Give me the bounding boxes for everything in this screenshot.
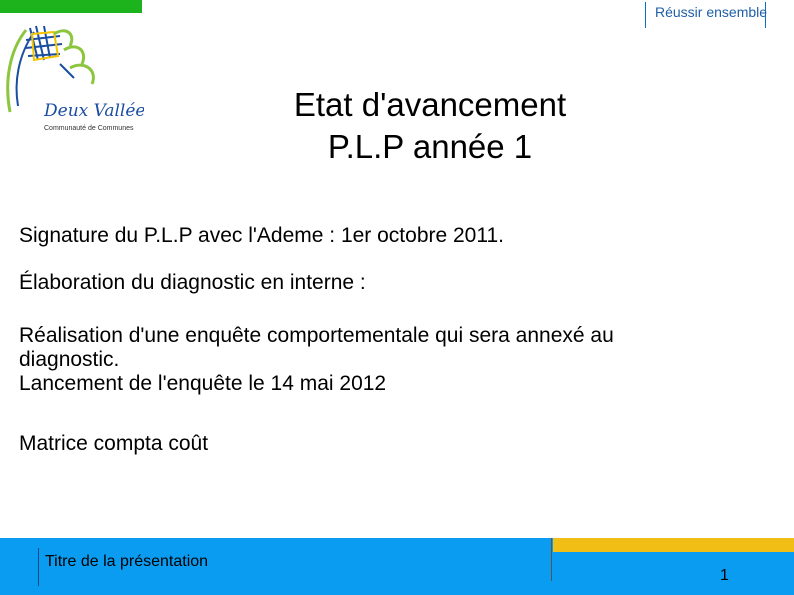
tagline: Réussir ensemble xyxy=(655,4,768,20)
tagline-left-rule xyxy=(645,2,646,28)
footer-presentation-title: Titre de la présentation xyxy=(45,553,209,570)
footer-divider xyxy=(551,538,552,581)
svg-text:Communauté de Communes: Communauté de Communes xyxy=(44,125,134,132)
footer-accent-bar xyxy=(553,538,794,552)
logo-graphic xyxy=(4,20,144,136)
page-number: 1 xyxy=(720,567,729,584)
paragraph-signature: Signature du P.L.P avec l'Ademe : 1er octobre 2011. xyxy=(19,224,504,247)
paragraph-enquete-line-2: diagnostic. xyxy=(19,348,120,371)
svg-text:Deux Vallées: Deux Vallées xyxy=(44,101,144,121)
top-accent-bar xyxy=(0,0,142,13)
paragraph-matrice: Matrice compta coût xyxy=(19,432,209,455)
paragraph-enquete-line-3: Lancement de l'enquête le 14 mai 2012 xyxy=(19,372,387,395)
paragraph-enquete-line-1: Réalisation d'une enquête comportementale qui sera annexé au xyxy=(19,324,614,347)
slide-title-line-1: Etat d'avancement xyxy=(293,86,567,123)
deux-vallees-logo xyxy=(4,20,144,136)
slide-title xyxy=(230,84,630,168)
paragraph-enquete xyxy=(19,324,614,396)
tagline-box xyxy=(645,0,767,28)
footer-left-rule xyxy=(38,548,39,586)
paragraph-elaboration: Élaboration du diagnostic en interne : xyxy=(19,271,366,294)
slide-title-line-2: P.L.P année 1 xyxy=(327,128,533,165)
